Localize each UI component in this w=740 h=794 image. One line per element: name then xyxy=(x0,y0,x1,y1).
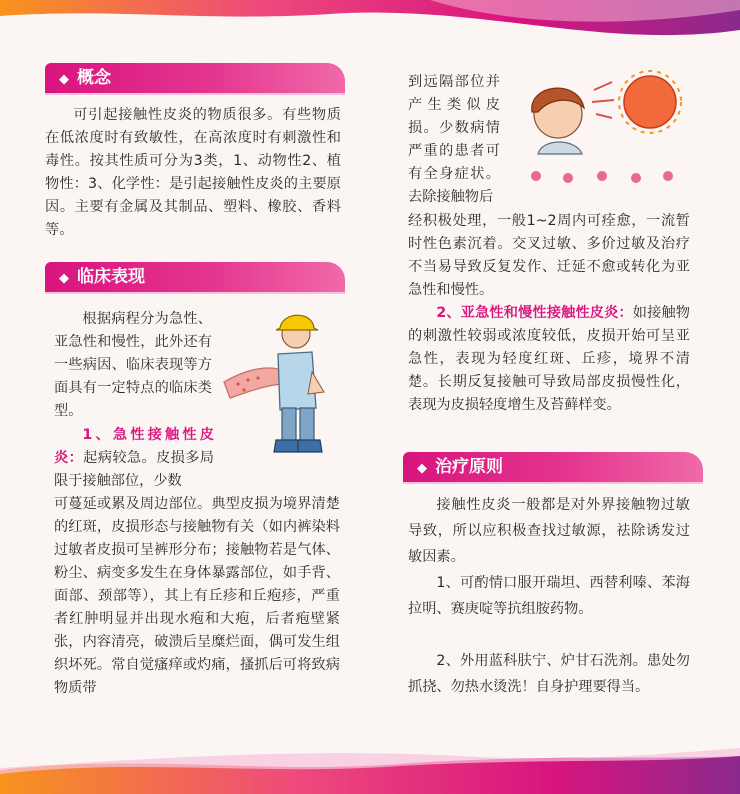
worker-with-rash-illustration xyxy=(216,300,336,460)
bottom-wave-decoration xyxy=(0,734,740,794)
diamond-marker-icon: ◆ xyxy=(417,461,427,476)
woman-sun-sensitivity-illustration xyxy=(512,68,692,188)
clinical-continued-long: 经积极处理，一般1~2周内可痊愈，一流暂时性色素沉着。交叉过敏、多价过敏及治疗不当易导致反复发作、迁延不愈或转化为亚急性和慢性。 xyxy=(408,213,690,298)
acute-body-long: 可蔓延或累及周边部位。典型皮损为境界清楚的红斑，皮损形态与接触物有关（如内裤染料过敏者皮损可呈裤形分布；接触物若是气体、粉尘、病变多发生在身体暴露部位，如手背、面部、颈部等），其上有丘疹和丘疱疹，严重者红肿明显并出现水疱和大疱，后者疱壁紧张，内容清亮，破溃后呈糜烂面，偶可发生组织坏死。常自觉瘙痒或灼痛，搔抓后可将致病物质带 xyxy=(54,496,340,696)
clinical-section-header xyxy=(45,262,345,292)
treatment-paragraph-3: 2、外用蓝科肤宁、炉甘石洗剂。患处勿抓挠、勿热水烫洗！自身护理要得当。 xyxy=(408,653,690,695)
treatment-title: 治疗原则 xyxy=(435,457,503,477)
concept-section-header xyxy=(45,63,345,93)
treatment-paragraph-1: 接触性皮炎一般都是对外界接触物过敏导致，所以应积极查找过敏源，祛除诱发过敏因素。 xyxy=(408,497,690,565)
subacute-paragraph xyxy=(408,302,690,417)
concept-body: 可引起接触性皮炎的物质很多。有些物质在低浓度时有致敏性，在高浓度时有刺激性和毒性。按其性质可分为3类，1、动物性2、植物性：3、化学性：是引起接触性皮炎的主要原因。主要有金属及其制品、塑料、橡胶、香料等。 xyxy=(45,107,341,238)
acute-title: 1、急性接触性皮炎： xyxy=(54,427,214,466)
acute-paragraph-start xyxy=(54,424,214,493)
acute-body-start: 起病较急。皮损多局限于接触部位，少数 xyxy=(54,450,214,489)
clinical-continued-start: 到远隔部位并产生类似皮损。少数病情严重的患者可有全身症状。去除接触物后 xyxy=(408,74,500,205)
subacute-title: 2、亚急性和慢性接触性皮炎： xyxy=(436,305,633,321)
clinical-intro: 根据病程分为急性、亚急性和慢性，此外还有一些病因、临床表现等方面具有一定特点的临床类型。 xyxy=(54,311,212,419)
clinical-title: 临床表现 xyxy=(77,267,145,287)
treatment-paragraph-2: 1、可酌情口服开瑞坦、西替利嗪、苯海拉明、赛庚啶等抗组胺药物。 xyxy=(408,575,690,617)
subacute-body: 如接触物的刺激性较弱或浓度较低，皮损开始可呈亚急性，表现为轻度红斑、丘疹，境界不清楚。长期反复接触可导致局部皮损慢性化，表现为皮损轻度增生及苔藓样变。 xyxy=(408,305,690,413)
treatment-section-header xyxy=(403,452,703,482)
diamond-marker-icon: ◆ xyxy=(59,271,69,286)
concept-title: 概念 xyxy=(77,68,111,88)
top-wave-decoration xyxy=(0,0,740,50)
diamond-marker-icon: ◆ xyxy=(59,72,69,87)
